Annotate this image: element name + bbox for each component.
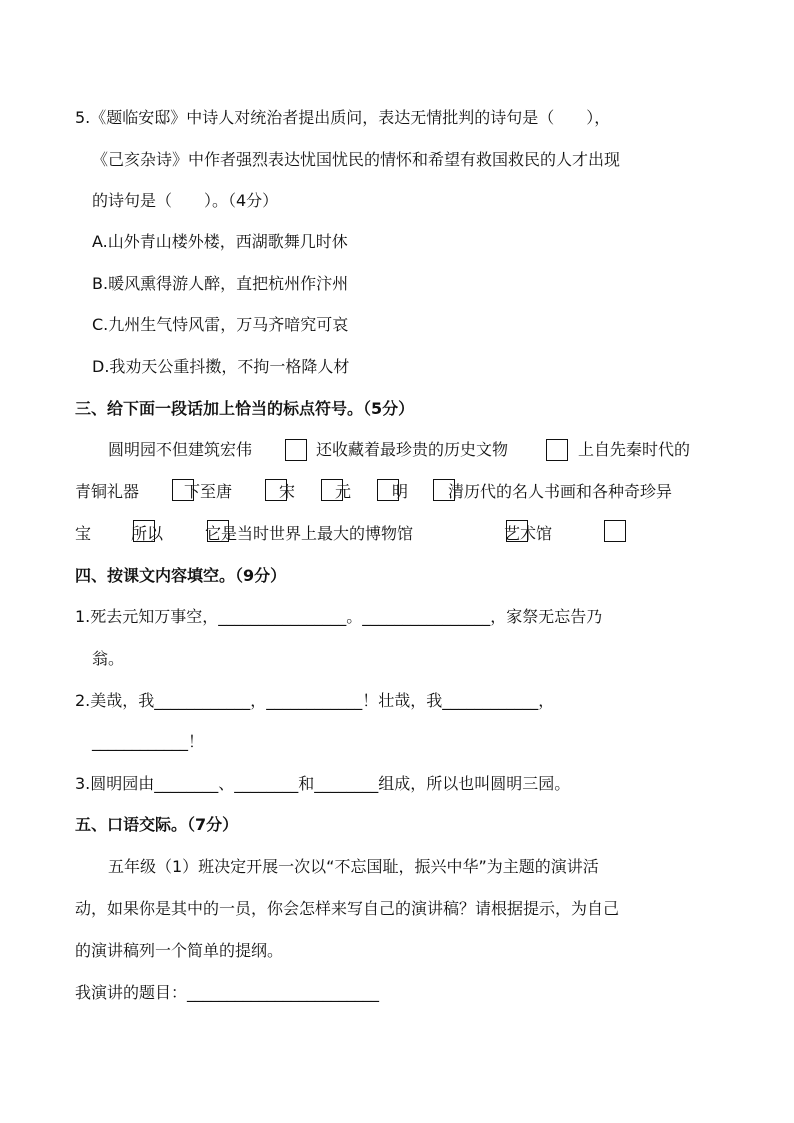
passage-text: 元	[335, 482, 352, 501]
passage-text: 圆明园不但建筑宏伟	[108, 440, 253, 459]
fill-line-2-cont: ____________！	[92, 732, 205, 751]
q5-option-b: B.暖风熏得游人醉，直把杭州作汴州	[92, 274, 349, 293]
section5-paragraph-3: 的演讲稿列一个简单的提纲。	[75, 941, 284, 960]
passage-text: 是当时世界上最大的博物馆	[221, 524, 414, 543]
passage-text: 艺术馆	[504, 524, 553, 543]
section5-paragraph-2: 动，如果你是其中的一员，你会怎样来写自己的演讲稿？请根据提示，为自己	[75, 899, 620, 918]
passage-text: 下至唐	[184, 482, 233, 501]
passage-text: 上自先秦时代的	[578, 440, 691, 459]
passage-text: 宝	[75, 524, 92, 543]
q5-line-3: 的诗句是（ ）。（4分）	[92, 191, 279, 210]
passage-text: 青铜礼器	[75, 482, 140, 501]
punctuation-box[interactable]	[546, 439, 568, 461]
passage-text: 它	[205, 524, 222, 543]
punctuation-box[interactable]	[604, 520, 626, 542]
fill-line-1-cont: 翁。	[92, 649, 125, 668]
speech-topic-field[interactable]: 我演讲的题目：________________________	[75, 983, 380, 1002]
section5-heading: 五、口语交际。（7分）	[75, 815, 239, 834]
punctuation-box[interactable]	[285, 439, 307, 461]
fill-line-3: 3.圆明园由________、________和________组成，所以也叫圆明三园。	[75, 774, 571, 793]
passage-text: 明	[392, 482, 409, 501]
fill-line-1: 1.死去元知万事空，________________。________________，家祭无忘告乃	[75, 607, 603, 626]
passage-text: 所以	[131, 524, 164, 543]
q5-line-1: 5.《题临安邸》中诗人对统治者提出质问，表达无情批判的诗句是（ ），	[75, 108, 611, 127]
q5-option-a: A.山外青山楼外楼，西湖歌舞几时休	[92, 232, 348, 251]
passage-text: 清历代的名人书画和各种奇珍异	[448, 482, 673, 501]
q5-option-d: D.我劝天公重抖擞，不拘一格降人材	[92, 357, 350, 376]
section5-paragraph-1: 五年级（1）班决定开展一次以“不忘国耻，振兴中华”为主题的演讲活	[108, 857, 599, 876]
section4-heading: 四、按课文内容填空。（9分）	[75, 566, 287, 585]
section3-heading: 三、给下面一段话加上恰当的标点符号。（5分）	[75, 399, 415, 418]
fill-line-2: 2.美哉，我____________，____________！壮哉，我____________，	[75, 691, 555, 710]
q5-option-c: C.九州生气恃风雷，万马齐喑究可哀	[92, 315, 349, 334]
passage-text: 宋	[279, 482, 296, 501]
q5-line-2: 《己亥杂诗》中作者强烈表达忧国忧民的情怀和希望有救国救民的人才出现	[92, 150, 621, 169]
passage-text: 还收藏着最珍贵的历史文物	[316, 440, 509, 459]
